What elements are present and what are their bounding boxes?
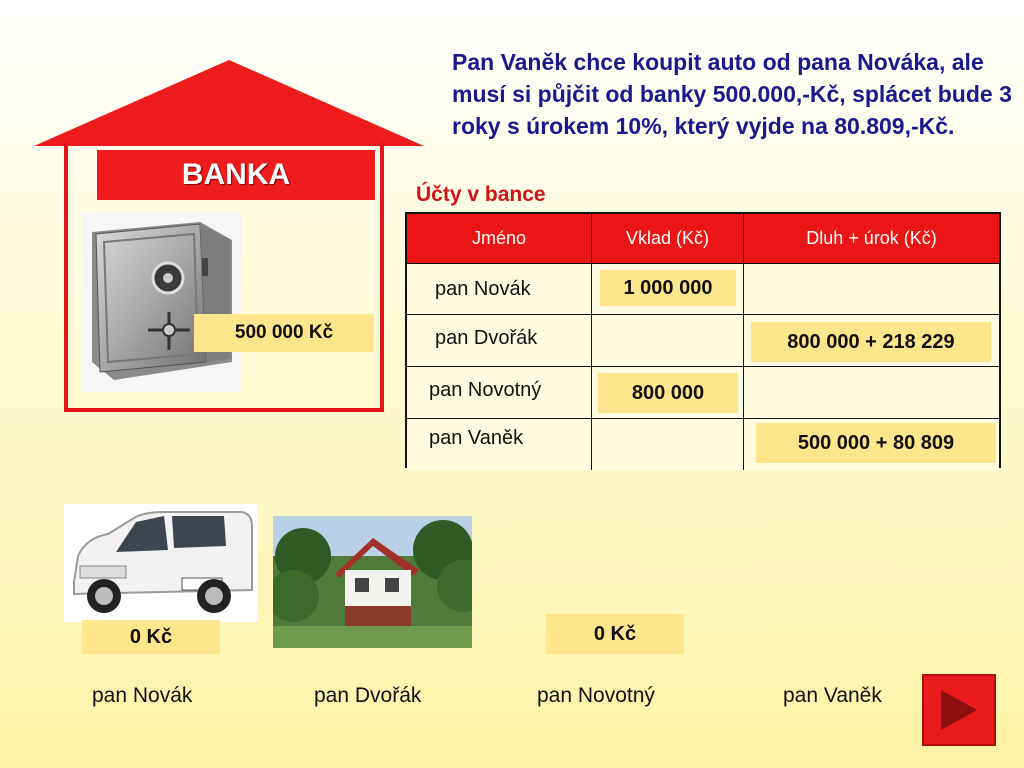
row-name: pan Novák [435, 278, 531, 300]
deposit-value: 800 000 [598, 373, 738, 413]
debt-value: 800 000 + 218 229 [751, 322, 991, 362]
safe-icon [82, 212, 242, 392]
table-row-dvorak-name [407, 315, 592, 367]
bank-roof [34, 58, 424, 148]
next-slide-button[interactable] [922, 674, 996, 746]
header-name: Jméno [407, 214, 592, 264]
table-row-novotny-debt [744, 367, 999, 419]
person-label-dvorak: pan Dvořák [314, 684, 422, 707]
header-deposit: Vklad (Kč) [592, 214, 744, 264]
table-row-novotny-deposit [592, 367, 744, 419]
table-row-dvorak-debt [744, 315, 999, 367]
play-triangle-icon [937, 686, 981, 734]
car-icon [64, 504, 258, 622]
table-row-novak-deposit [592, 264, 744, 315]
table-row-dvorak-deposit [592, 315, 744, 367]
row-name: pan Novotný [429, 379, 542, 401]
row-name: pan Dvořák [435, 327, 538, 349]
accounts-heading: Účty v bance [416, 183, 546, 206]
novotny-balance: 0 Kč [546, 614, 684, 654]
person-label-novotny: pan Novotný [537, 684, 655, 707]
table-row-novotny-name [407, 367, 592, 419]
debt-value: 500 000 + 80 809 [756, 423, 996, 463]
table-row-vanek-deposit [592, 419, 744, 470]
person-label-vanek: pan Vaněk [783, 684, 882, 707]
table-row-vanek-debt [744, 419, 999, 470]
bank-sign: BANKA [97, 150, 375, 200]
bank-balance: 500 000 Kč [194, 314, 374, 352]
row-name: pan Vaněk [429, 427, 524, 449]
header-debt: Dluh + úrok (Kč) [744, 214, 999, 264]
deposit-value: 1 000 000 [600, 270, 736, 306]
novak-balance: 0 Kč [82, 620, 220, 654]
person-label-novak: pan Novák [92, 684, 193, 707]
accounts-table [405, 212, 1001, 468]
table-row-vanek-name [407, 419, 592, 470]
house-icon [273, 516, 472, 648]
table-row-novak-debt [744, 264, 999, 315]
table-row-novak-name [407, 264, 592, 315]
story-text: Pan Vaněk chce koupit auto od pana Nováka, ale musí si půjčit od banky 500.000,-Kč, splácet bude 3 roky s úrokem 10%, který vyjde na 80.809,-Kč. [452, 49, 1012, 140]
